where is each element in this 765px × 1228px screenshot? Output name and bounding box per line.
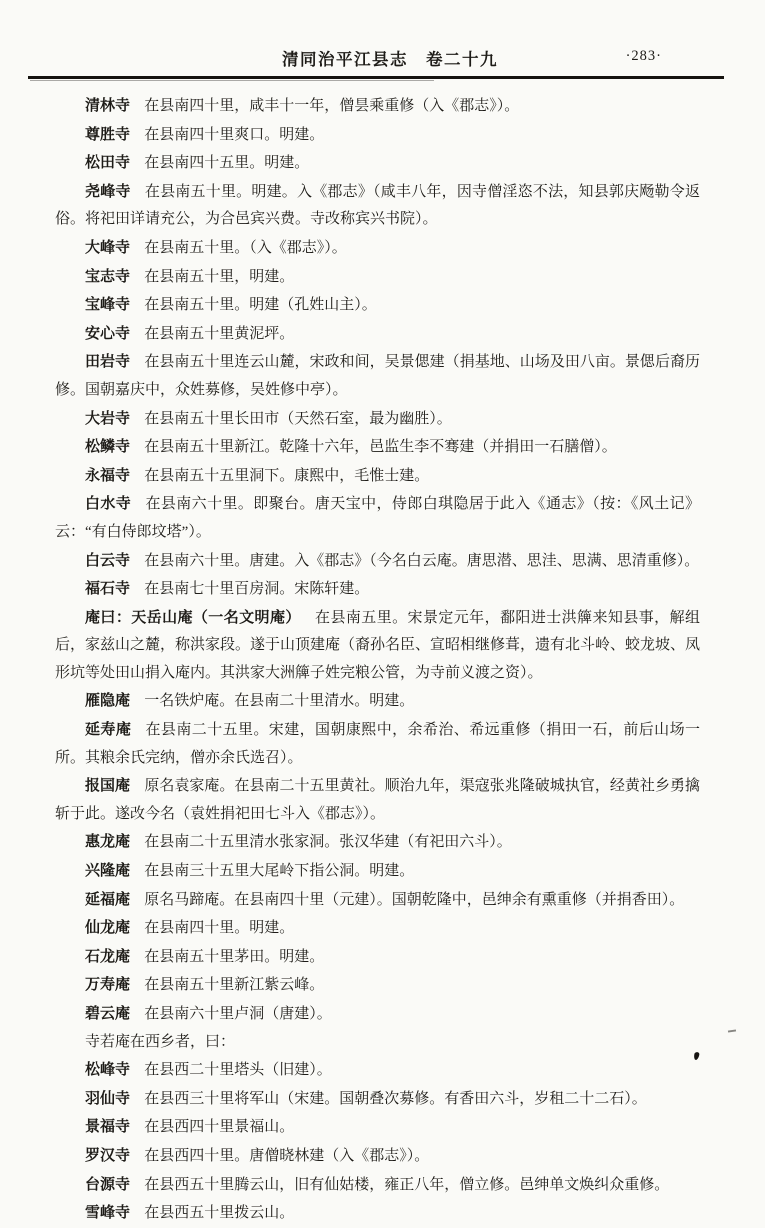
entry-row [55, 1000, 700, 1029]
entry-row [55, 1113, 700, 1142]
entry-text: 在县南六十里。即聚台。唐天宝中，侍郎白琪隐居于此入《通志》（按：《风土记》云：“有白侍郎坟塔”）。 [55, 496, 700, 540]
temple-name: 兴隆庵 [85, 862, 131, 880]
entry-text: 在县南五十里新江紫云峰。 [144, 977, 325, 994]
temple-name: 延福庵 [85, 890, 131, 908]
entry-row [55, 178, 700, 234]
entry-text: 在县南二十五里清水张家洞。张汉华建（有祀田六斗）。 [144, 834, 512, 851]
temple-name: 大岩寺 [85, 409, 131, 427]
temple-name: 田岩寺 [85, 353, 131, 371]
entry-row [55, 716, 700, 772]
entry-text: 在县南三十五里大尾岭下指公洞。明建。 [144, 863, 415, 880]
temple-name: 白云寺 [85, 551, 131, 569]
entry-text: 在县南七十里百房洞。宋陈轩建。 [144, 581, 370, 598]
entry-row [55, 121, 700, 150]
entry-text: 在县南五十五里洞下。康熙中，毛惟士建。 [144, 467, 430, 484]
entry-row [55, 857, 700, 886]
temple-name: 尧峰寺 [85, 182, 131, 200]
entry-row [55, 1085, 700, 1114]
temple-name: 松鳞寺 [85, 438, 131, 456]
temple-name: 报国庵 [85, 777, 131, 795]
entry-text: 在县南五十里新江。乾隆十六年，邑监生李不骞建（并捐田一石膳僧）。 [144, 439, 617, 456]
temple-name: 松田寺 [85, 154, 131, 172]
entry-text: 在县南六十里卢洞（唐建）。 [144, 1006, 332, 1022]
header-rule [28, 76, 724, 79]
temple-name: 延寿庵 [85, 721, 132, 739]
entry-row [55, 886, 700, 915]
entry-text: 一名铁炉庵。在县南二十里清水。明建。 [144, 693, 415, 710]
temple-name: 庵曰：天岳山庵（一名文明庵） [85, 608, 301, 626]
entry-row [55, 1171, 700, 1200]
temple-name: 宝志寺 [85, 267, 131, 285]
entry-row [55, 1029, 700, 1057]
temple-name: 羽仙寺 [85, 1089, 131, 1107]
temple-name: 宝峰寺 [85, 296, 131, 314]
entry-text: 在县南六十里。唐建。入《郡志》（今名白云庵。唐思潜、思洼、思满、思清重修）。 [144, 552, 700, 569]
entry-row [55, 462, 700, 491]
entry-text: 在县南四十里。明建。 [144, 920, 295, 937]
entry-text: 在县南四十里，咸丰十一年，僧昙乘重修（入《郡志》）。 [144, 98, 520, 114]
entry-row [55, 943, 700, 972]
temple-name: 仙龙庵 [85, 919, 131, 937]
entry-row [55, 320, 700, 349]
temple-name: 碧云庵 [85, 1005, 131, 1022]
entry-row [55, 490, 700, 546]
temple-name: 雪峰寺 [85, 1204, 131, 1222]
temple-name: 松峰寺 [85, 1061, 131, 1079]
temple-name: 清林寺 [85, 97, 131, 114]
entry-row [55, 149, 700, 178]
entries-list [55, 92, 700, 1228]
entry-row [55, 234, 700, 263]
entry-row [55, 828, 700, 857]
temple-name: 惠龙庵 [85, 833, 131, 851]
entry-row [55, 1142, 700, 1171]
entry-text: 在县西三十里将军山（宋建。国朝叠次募修。有香田六斗，岁租二十二石）。 [144, 1090, 647, 1107]
temple-name: 尊胜寺 [85, 125, 131, 143]
entry-text: 在县南五十里黄泥坪。 [144, 325, 295, 342]
entry-row [55, 1199, 700, 1228]
temple-name: 景福寺 [85, 1118, 131, 1136]
entry-row [55, 291, 700, 320]
entry-text: 在县南五十里长田市（天然石室，最为幽胜）。 [144, 410, 452, 427]
temple-name: 石龙庵 [85, 947, 131, 965]
entry-row [55, 547, 700, 576]
temple-name: 永福寺 [85, 466, 131, 484]
entry-text: 在县南五十里连云山麓，宋政和间，吴景偲建（捐基地、山场及田八亩。景偲后裔历修。国朝嘉庆中，众姓募修，吴姓修中亭）。 [55, 354, 700, 398]
entry-text: 寺若庵在西乡者，曰： [85, 1033, 236, 1050]
entry-row [55, 348, 700, 404]
entry-text: 在县南五十里。明建。入《郡志》（咸丰八年，因寺僧淫恣不法，知县郭庆飏勒令返俗。将祀田详请充公，为合邑宾兴费。寺改称宾兴书院）。 [55, 183, 700, 228]
entry-text: 在县南四十里爽口。明建。 [144, 126, 325, 143]
entry-text: 在县南二十五里。宋建，国朝康熙中，余希治、希远重修（捐田一石，前后山场一所。其粮余氏完纳，僧亦余氏选召）。 [55, 722, 700, 766]
page-number: ·283· [625, 48, 662, 64]
temple-name: 安心寺 [85, 324, 131, 342]
entry-row [55, 604, 700, 688]
temple-name: 雁隐庵 [85, 692, 131, 710]
entry-text: 在县西二十里塔头（旧建）。 [144, 1062, 332, 1079]
entry-text: 在县南五十里茅田。明建。 [144, 948, 325, 965]
entry-row [55, 1056, 700, 1085]
entry-text: 原名马蹄庵。在县南四十里（元建）。国朝乾隆中，邑绅余有熏重修（并捐香田）。 [144, 891, 685, 908]
entry-row [55, 575, 700, 604]
entry-text: 在县南五里。宋景定元年，鄱阳进士洪簰来知县事，解组后，家兹山之麓，称洪家段。遂于山顶建庵（裔孙名臣、宣昭相继修葺，遗有北斗岭、蛟龙坡、凤形坑等处田山捐入庵内。其洪家大洲簰子姓完粮公管，为寺前义渡之资）。 [55, 609, 701, 681]
entry-text: 在县南四十五里。明建。 [144, 155, 310, 172]
entry-row [55, 772, 700, 828]
entry-text: 在县南五十里。明建（孔姓山主）。 [144, 297, 377, 314]
entry-row [55, 433, 700, 462]
entry-row [55, 687, 700, 716]
entry-text: 在县西四十里。唐僧晓林建（入《郡志》）。 [144, 1147, 430, 1164]
entry-row [55, 263, 700, 292]
entry-row [55, 92, 700, 121]
temple-name: 万寿庵 [85, 976, 131, 994]
page-title: 清同治平江县志 卷二十九 [282, 50, 498, 69]
entry-text: 在县西四十里景福山。 [144, 1119, 295, 1136]
entry-text: 在县西五十里拨云山。 [144, 1205, 295, 1222]
entry-row [55, 971, 700, 1000]
entry-text: 原名袁家庵。在县南二十五里黄社。顺治九年，渠寇张兆隆破城执官，经黄社乡勇擒斩于此。遂改今名（袁姓捐祀田七斗入《郡志》）。 [55, 778, 700, 822]
temple-name: 福石寺 [85, 580, 131, 598]
entry-text: 在县西五十里腾云山，旧有仙姑楼，雍正八年，僧立修。邑绅单文焕纠众重修。 [144, 1176, 670, 1193]
entry-row [55, 914, 700, 943]
temple-name: 罗汉寺 [85, 1146, 131, 1164]
entry-text: 在县南五十里，明建。 [144, 268, 295, 285]
temple-name: 大峰寺 [85, 238, 131, 256]
temple-name: 台源寺 [85, 1175, 131, 1193]
entry-text: 在县南五十里。（入《郡志》）。 [144, 239, 347, 256]
ink-speck-small [728, 1029, 736, 1032]
temple-name: 白水寺 [85, 495, 132, 513]
entry-row [55, 405, 700, 434]
